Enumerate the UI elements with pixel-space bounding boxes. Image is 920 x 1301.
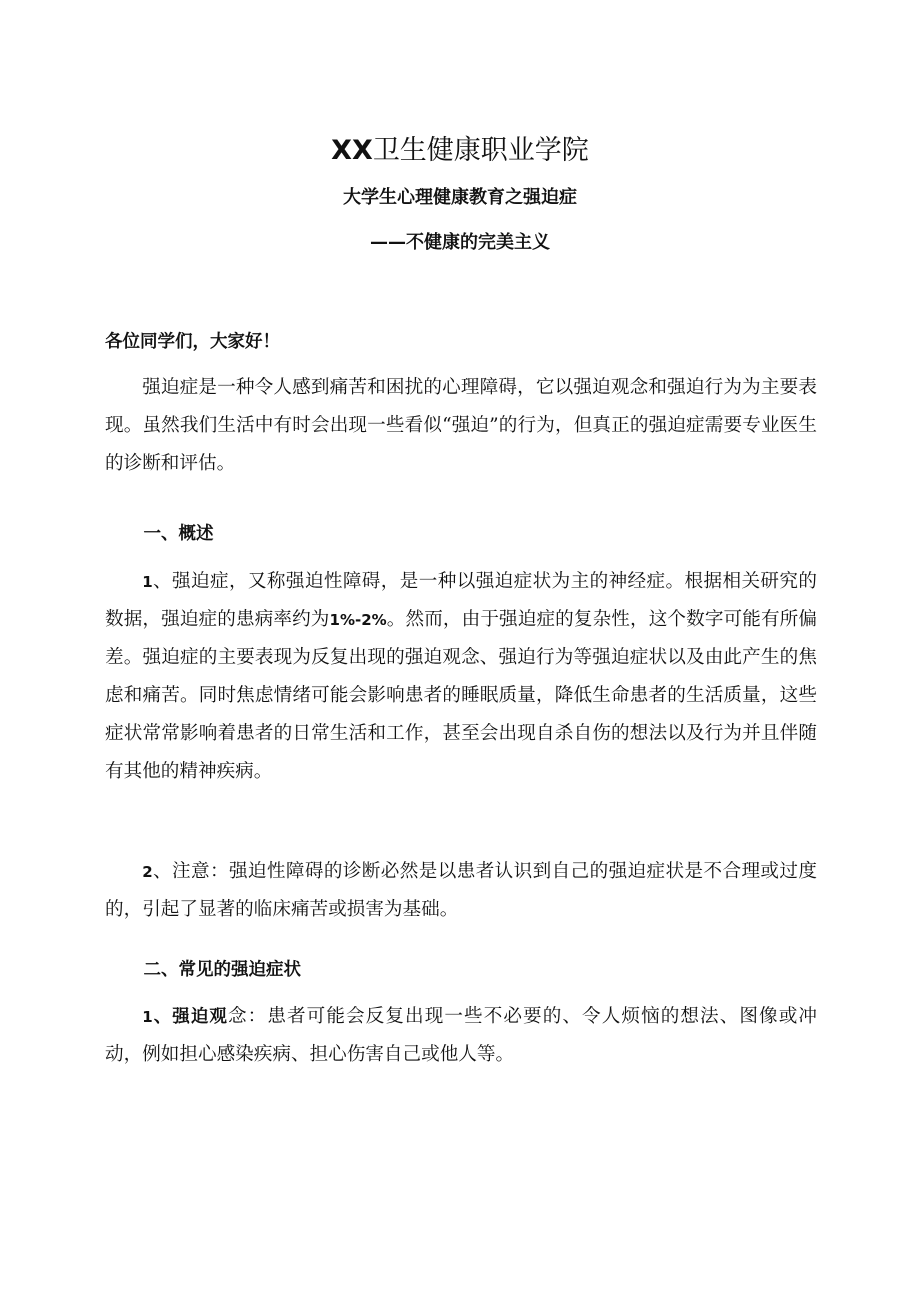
- item-number: 1: [142, 573, 153, 591]
- prevalence-rate: 1%-2%: [329, 611, 387, 629]
- intro-paragraph: 强迫症是一种令人感到痛苦和困扰的心理障碍，它以强迫观念和强迫行为为主要表现。虽然我们生活中有时会出现一些看似“强迫”的行为，但真正的强迫症需要专业医生的诊断和评估。: [105, 377, 817, 474]
- school-name: 卫生健康职业学院: [372, 135, 589, 166]
- overview-paragraph-1: [105, 563, 817, 791]
- symptoms-paragraph-1: [105, 998, 817, 1074]
- item-number: 1: [142, 1008, 153, 1026]
- overview-text-a: 、强迫症，又称强迫性障碍，是一种以强迫症状为主的神经症。根据相关研究的数据，强迫症的患病率约为: [105, 571, 817, 630]
- item-number: 2: [142, 863, 153, 881]
- school-title: [0, 133, 920, 169]
- obsession-label: 、强迫观: [152, 1007, 228, 1027]
- section-heading-symptoms: 二、常见的强迫症状: [143, 960, 301, 980]
- obsession-label-tail: 念：: [228, 1006, 268, 1027]
- document-subtitle: 大学生心理健康教育之强迫症: [343, 187, 577, 208]
- overview-paragraph-2: [105, 853, 817, 929]
- greeting: 各位同学们，大家好！: [105, 332, 280, 352]
- obsession-text: 患者可能会反复出现一些不必要的、令人烦恼的想法、图像或冲动，例如担心感染疾病、担心伤害自己或他人等。: [105, 1006, 817, 1065]
- overview-text-b: 。然而，由于强迫症的复杂性，这个数字可能有所偏差。强迫症的主要表现为反复出现的强迫观念、强迫行为等强迫症状以及由此产生的焦虑和痛苦。同时焦虑情绪可能会影响患者的睡眠质量，降低生命患者的生活质量，这些症状常常影响着患者的日常生活和工作，甚至会出现自杀自伤的想法以及行为并且伴随有其他的精神疾病。: [105, 609, 817, 782]
- document-tagline: ——不健康的完美主义: [370, 232, 550, 253]
- section-heading-overview: 一、概述: [143, 524, 214, 544]
- school-prefix: XX: [331, 135, 373, 166]
- note-text: 、注意：强迫性障碍的诊断必然是以患者认识到自己的强迫症状是不合理或过度的，引起了显著的临床痛苦或损害为基础。: [105, 861, 817, 920]
